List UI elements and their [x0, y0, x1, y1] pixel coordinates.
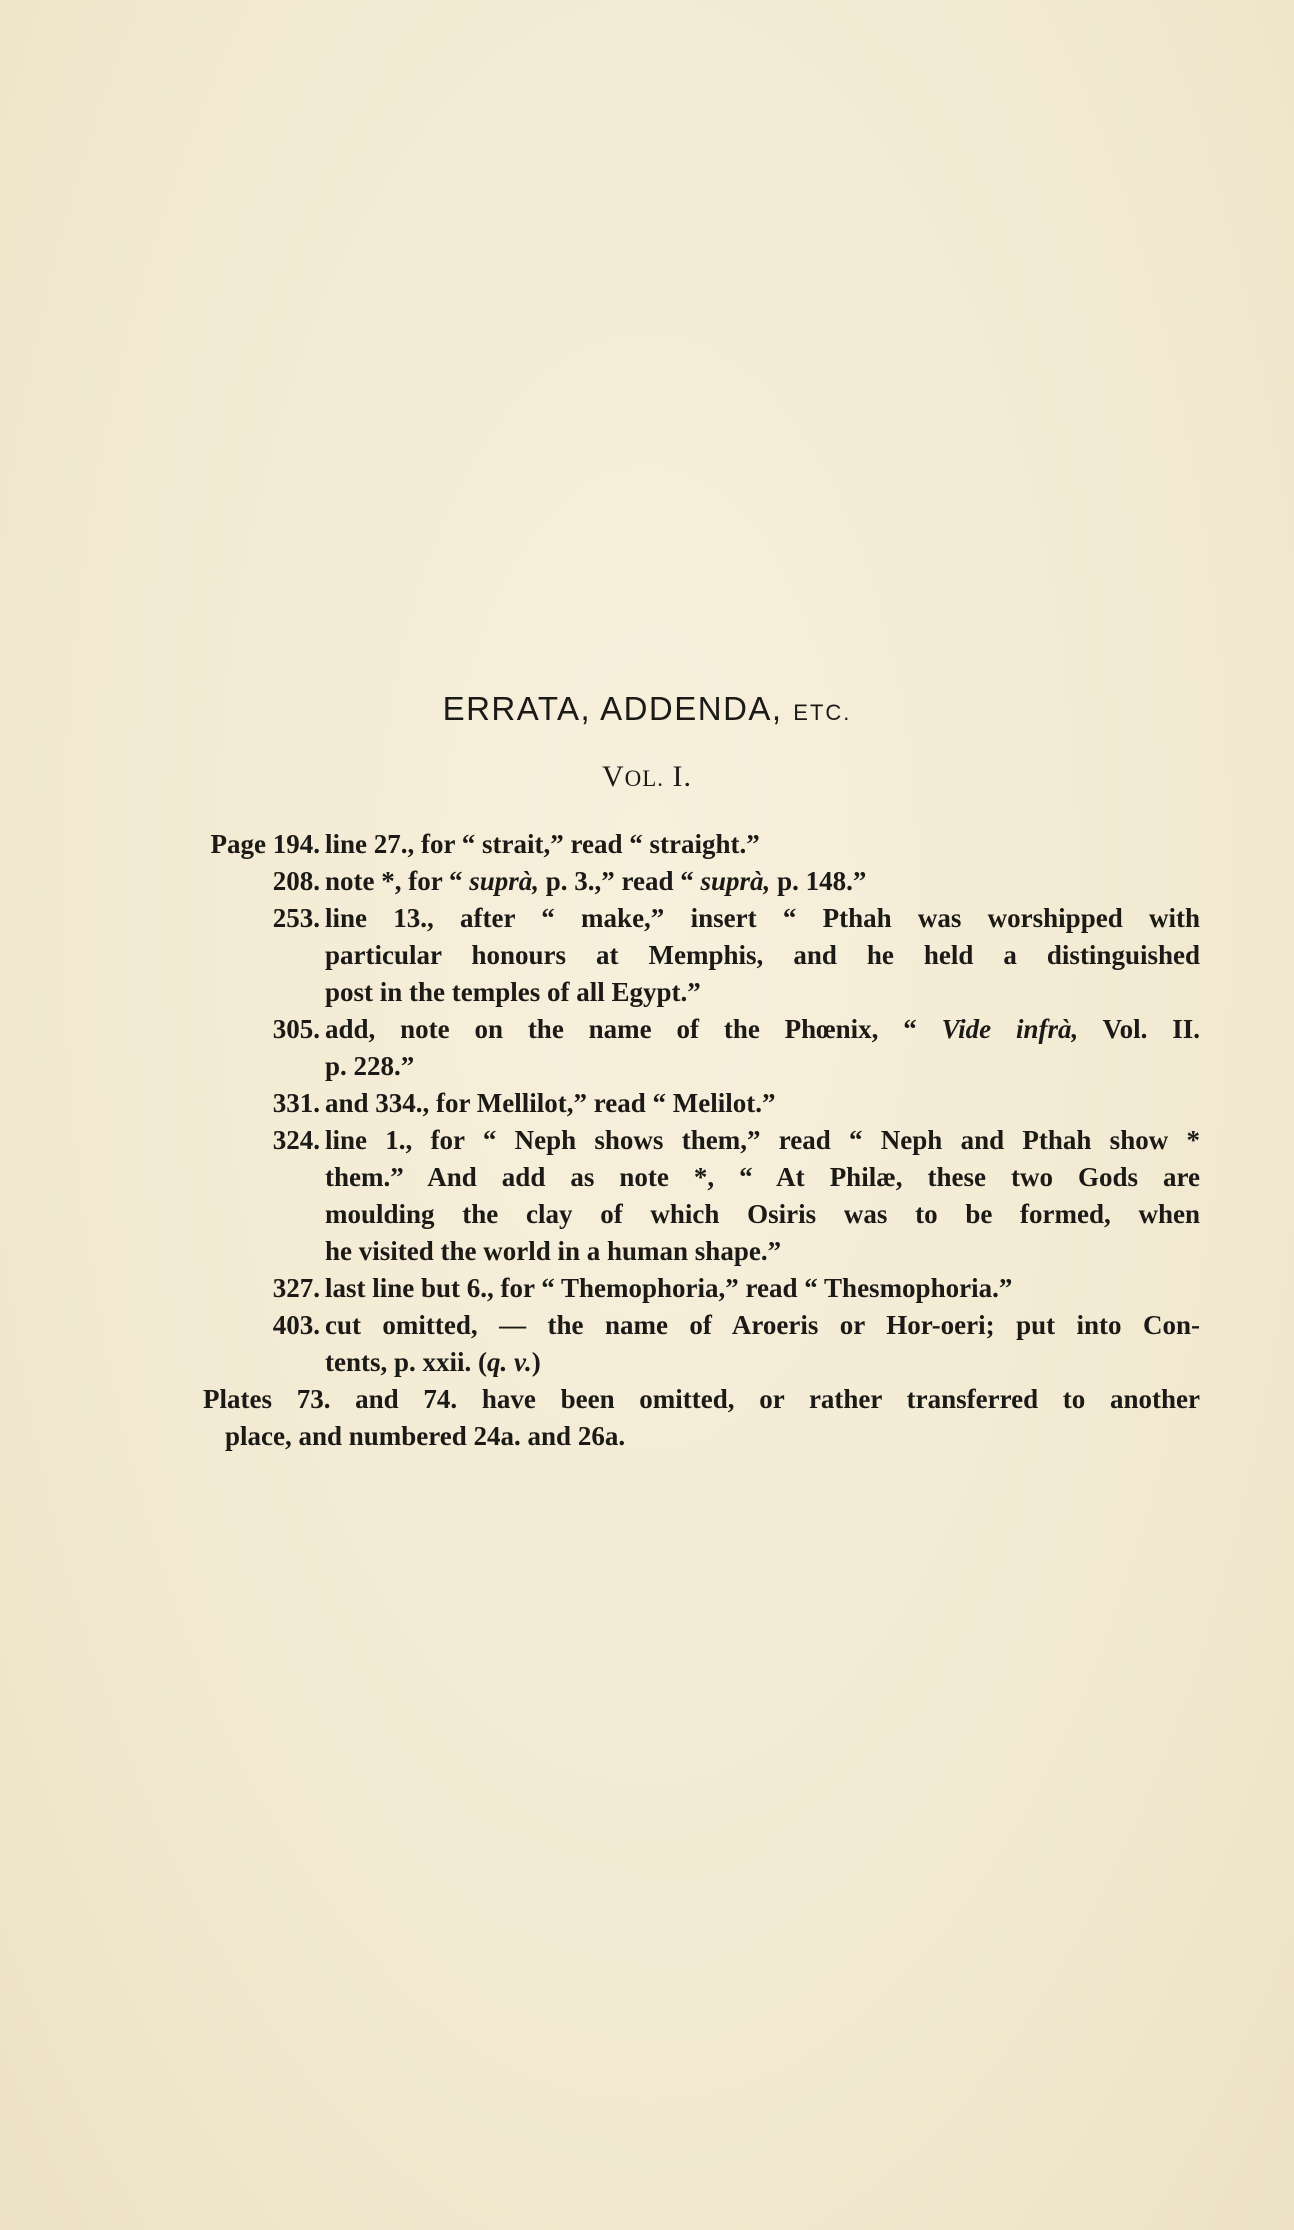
- italic-term: suprà,: [469, 866, 540, 896]
- page-number: 403.: [272, 1310, 320, 1340]
- page-number: 327.: [272, 1273, 320, 1303]
- volume-number: I.: [672, 760, 693, 793]
- entry-line: line 27., for “ strait,” read “ straight.”: [325, 829, 760, 859]
- entry-line: post in the temples of all Egypt.”: [325, 977, 701, 1007]
- page-number: 331.: [272, 1088, 320, 1118]
- entry-line: line 13., after “ make,” insert “ Pthah was worshipped with: [325, 903, 1200, 933]
- entry-line: moulding the clay of which Osiris was to be formed, when: [325, 1199, 1200, 1229]
- errata-heading: [0, 690, 1294, 728]
- plates-line: Plates 73. and 74. have been omitted, or rather transferred to another: [203, 1384, 1200, 1414]
- italic-term: Vide infrà,: [941, 1014, 1079, 1044]
- errata-entry: [200, 1307, 1200, 1381]
- errata-entry: [200, 863, 1200, 900]
- entry-line: last line but 6., for “ Themophoria,” read “ Thesmophoria.”: [325, 1273, 1013, 1303]
- page-number: 253.: [272, 903, 320, 933]
- entry-line: line 1., for “ Neph shows them,” read “ Neph and Pthah show *: [325, 1125, 1200, 1155]
- entry-line: tents, p. xxii. (q. v.): [325, 1347, 541, 1377]
- page-number: 324.: [272, 1125, 320, 1155]
- volume-rest: OL.: [624, 766, 665, 791]
- plates-note: [200, 1381, 1200, 1455]
- errata-list: [200, 826, 1200, 1455]
- entry-line: and 334., for Mellilot,” read “ Melilot.”: [325, 1088, 776, 1118]
- heading-main: ERRATA, ADDENDA,: [442, 690, 783, 727]
- errata-entry: [200, 1122, 1200, 1270]
- errata-entry: [200, 826, 1200, 863]
- italic-term: q. v.: [487, 1347, 532, 1377]
- page-number: Page 194.: [210, 829, 320, 859]
- errata-entry: [200, 1085, 1200, 1122]
- entry-line: he visited the world in a human shape.”: [325, 1236, 782, 1266]
- volume-label: [0, 760, 1294, 794]
- entry-line: particular honours at Memphis, and he held a distinguished: [325, 940, 1200, 970]
- plates-line: place, and numbered 24a. and 26a.: [225, 1421, 626, 1451]
- heading-etc: ETC.: [793, 700, 852, 725]
- italic-term: suprà,: [700, 866, 771, 896]
- errata-entry: [200, 1270, 1200, 1307]
- entry-line: them.” And add as note *, “ At Philæ, these two Gods are: [325, 1162, 1200, 1192]
- entry-line: add, note on the name of the Phœnix, “ Vide infrà, Vol. II.: [325, 1014, 1200, 1044]
- page-number: 305.: [272, 1014, 320, 1044]
- entry-line: p. 228.”: [325, 1051, 415, 1081]
- entry-line: note *, for “ suprà, p. 3.,” read “ suprà, p. 148.”: [325, 866, 867, 896]
- page-number: 208.: [272, 866, 320, 896]
- volume-prefix: V: [601, 760, 625, 793]
- errata-entry: [200, 1011, 1200, 1085]
- errata-entry: [200, 900, 1200, 1011]
- entry-line: cut omitted, — the name of Aroeris or Hor-oeri; put into Con-: [325, 1310, 1200, 1340]
